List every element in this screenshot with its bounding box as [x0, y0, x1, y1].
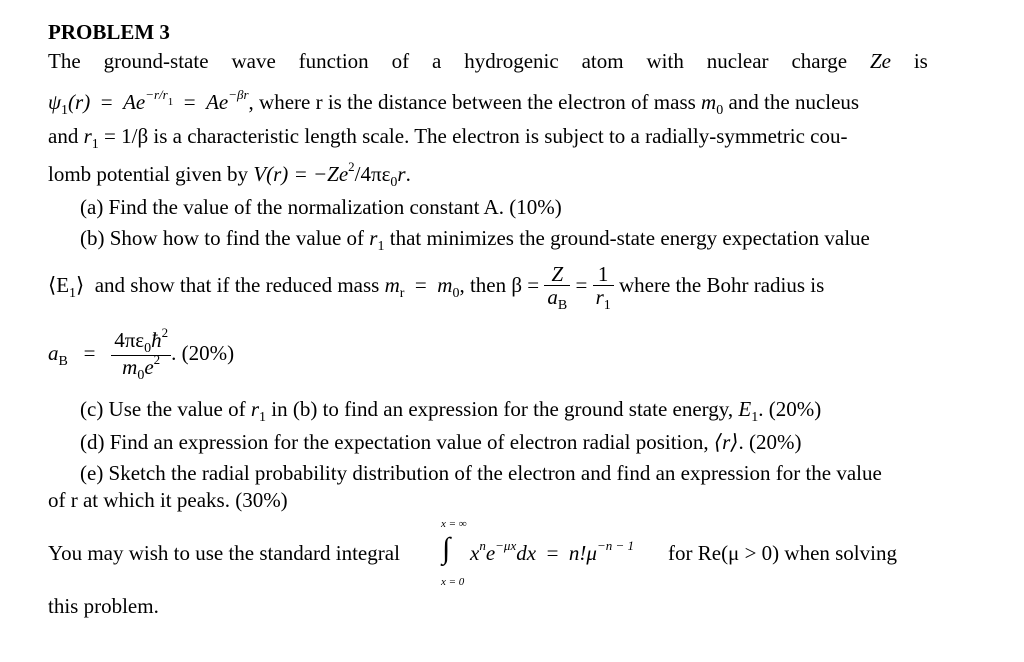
bohr-fraction: $\frac{4\pi\varepsilon_0ħ^2}{m_0e^2}$: [111, 329, 171, 382]
integral-intro: You may wish to use the standard integral: [48, 541, 400, 565]
part-b-line-2: $⟨E_1⟩$ and show that if the reduced mass $m_r = m_0$, then β = $\frac{Z}{a_B}$ = $\frac{1}{r_1}$ where the Bohr radius is: [48, 261, 825, 313]
closing-line: this problem.: [48, 594, 159, 618]
fraction-z-over-ab: $\frac{Z}{a_B}$: [544, 263, 570, 312]
integral-lower-limit: x = 0: [441, 576, 465, 588]
word: is: [913, 49, 928, 73]
bohr-radius-formula: $a_B$ = $\frac{4\pi\varepsilon_0ħ^2}{m_0e^2}$ . (20%): [48, 324, 235, 383]
part-b: (b) Show how to find the value of $r_1$ that minimizes the ground-state energy expectation value: [80, 226, 870, 254]
problem-title: PROBLEM 3: [48, 20, 170, 44]
potential-line: lomb potential given by $V(r) = -Ze^2/4\pi\varepsilon_0r$.: [48, 159, 411, 190]
intro-line-1: [48, 49, 928, 73]
word: hydrogenic: [464, 49, 559, 73]
part-e: (e) Sketch the radial probability distribution of the electron and find an expression for the value: [80, 461, 882, 485]
integral-expression: $x^ne^{-\mu x}dx = n!\mu^{-n - 1}$: [470, 538, 634, 565]
part-d: (d) Find an expression for the expectation value of electron radial position, ⟨r⟩. (20%): [80, 430, 802, 454]
word: wave: [231, 49, 276, 73]
word: function: [298, 49, 369, 73]
fraction-1-over-r1: $\frac{1}{r_1}$: [593, 263, 614, 312]
integral-sign: ∫: [442, 532, 451, 565]
wavefunction-line: $\psi_1(r) = Ae^{-r/r}1 = Ae^{-\beta r}$, where r is the distance between the electron of mass $m_0$ and the nucleus: [48, 87, 860, 118]
length-scale-line: and $r_1 = 1/\beta$ is a characteristic length scale. The electron is subject to a radially-symmetric cou-: [48, 124, 848, 152]
integral-condition: for Re(μ > 0) when solving: [668, 541, 897, 565]
word: with: [646, 49, 684, 73]
part-a: (a) Find the value of the normalization constant A. (10%): [80, 195, 562, 219]
integral-upper-limit: x = ∞: [441, 518, 467, 530]
word: ground-state: [103, 49, 209, 73]
word: of: [391, 49, 410, 73]
word: atom: [581, 49, 624, 73]
word: nuclear: [706, 49, 769, 73]
word: charge: [791, 49, 848, 73]
part-e-continued: of r at which it peaks. (30%): [48, 488, 288, 512]
word: The: [48, 49, 81, 73]
word: a: [431, 49, 442, 73]
part-c: (c) Use the value of $r_1$ in (b) to find an expression for the ground state energy, $E_1$. (20%): [80, 397, 822, 425]
word: Ze: [869, 49, 891, 73]
